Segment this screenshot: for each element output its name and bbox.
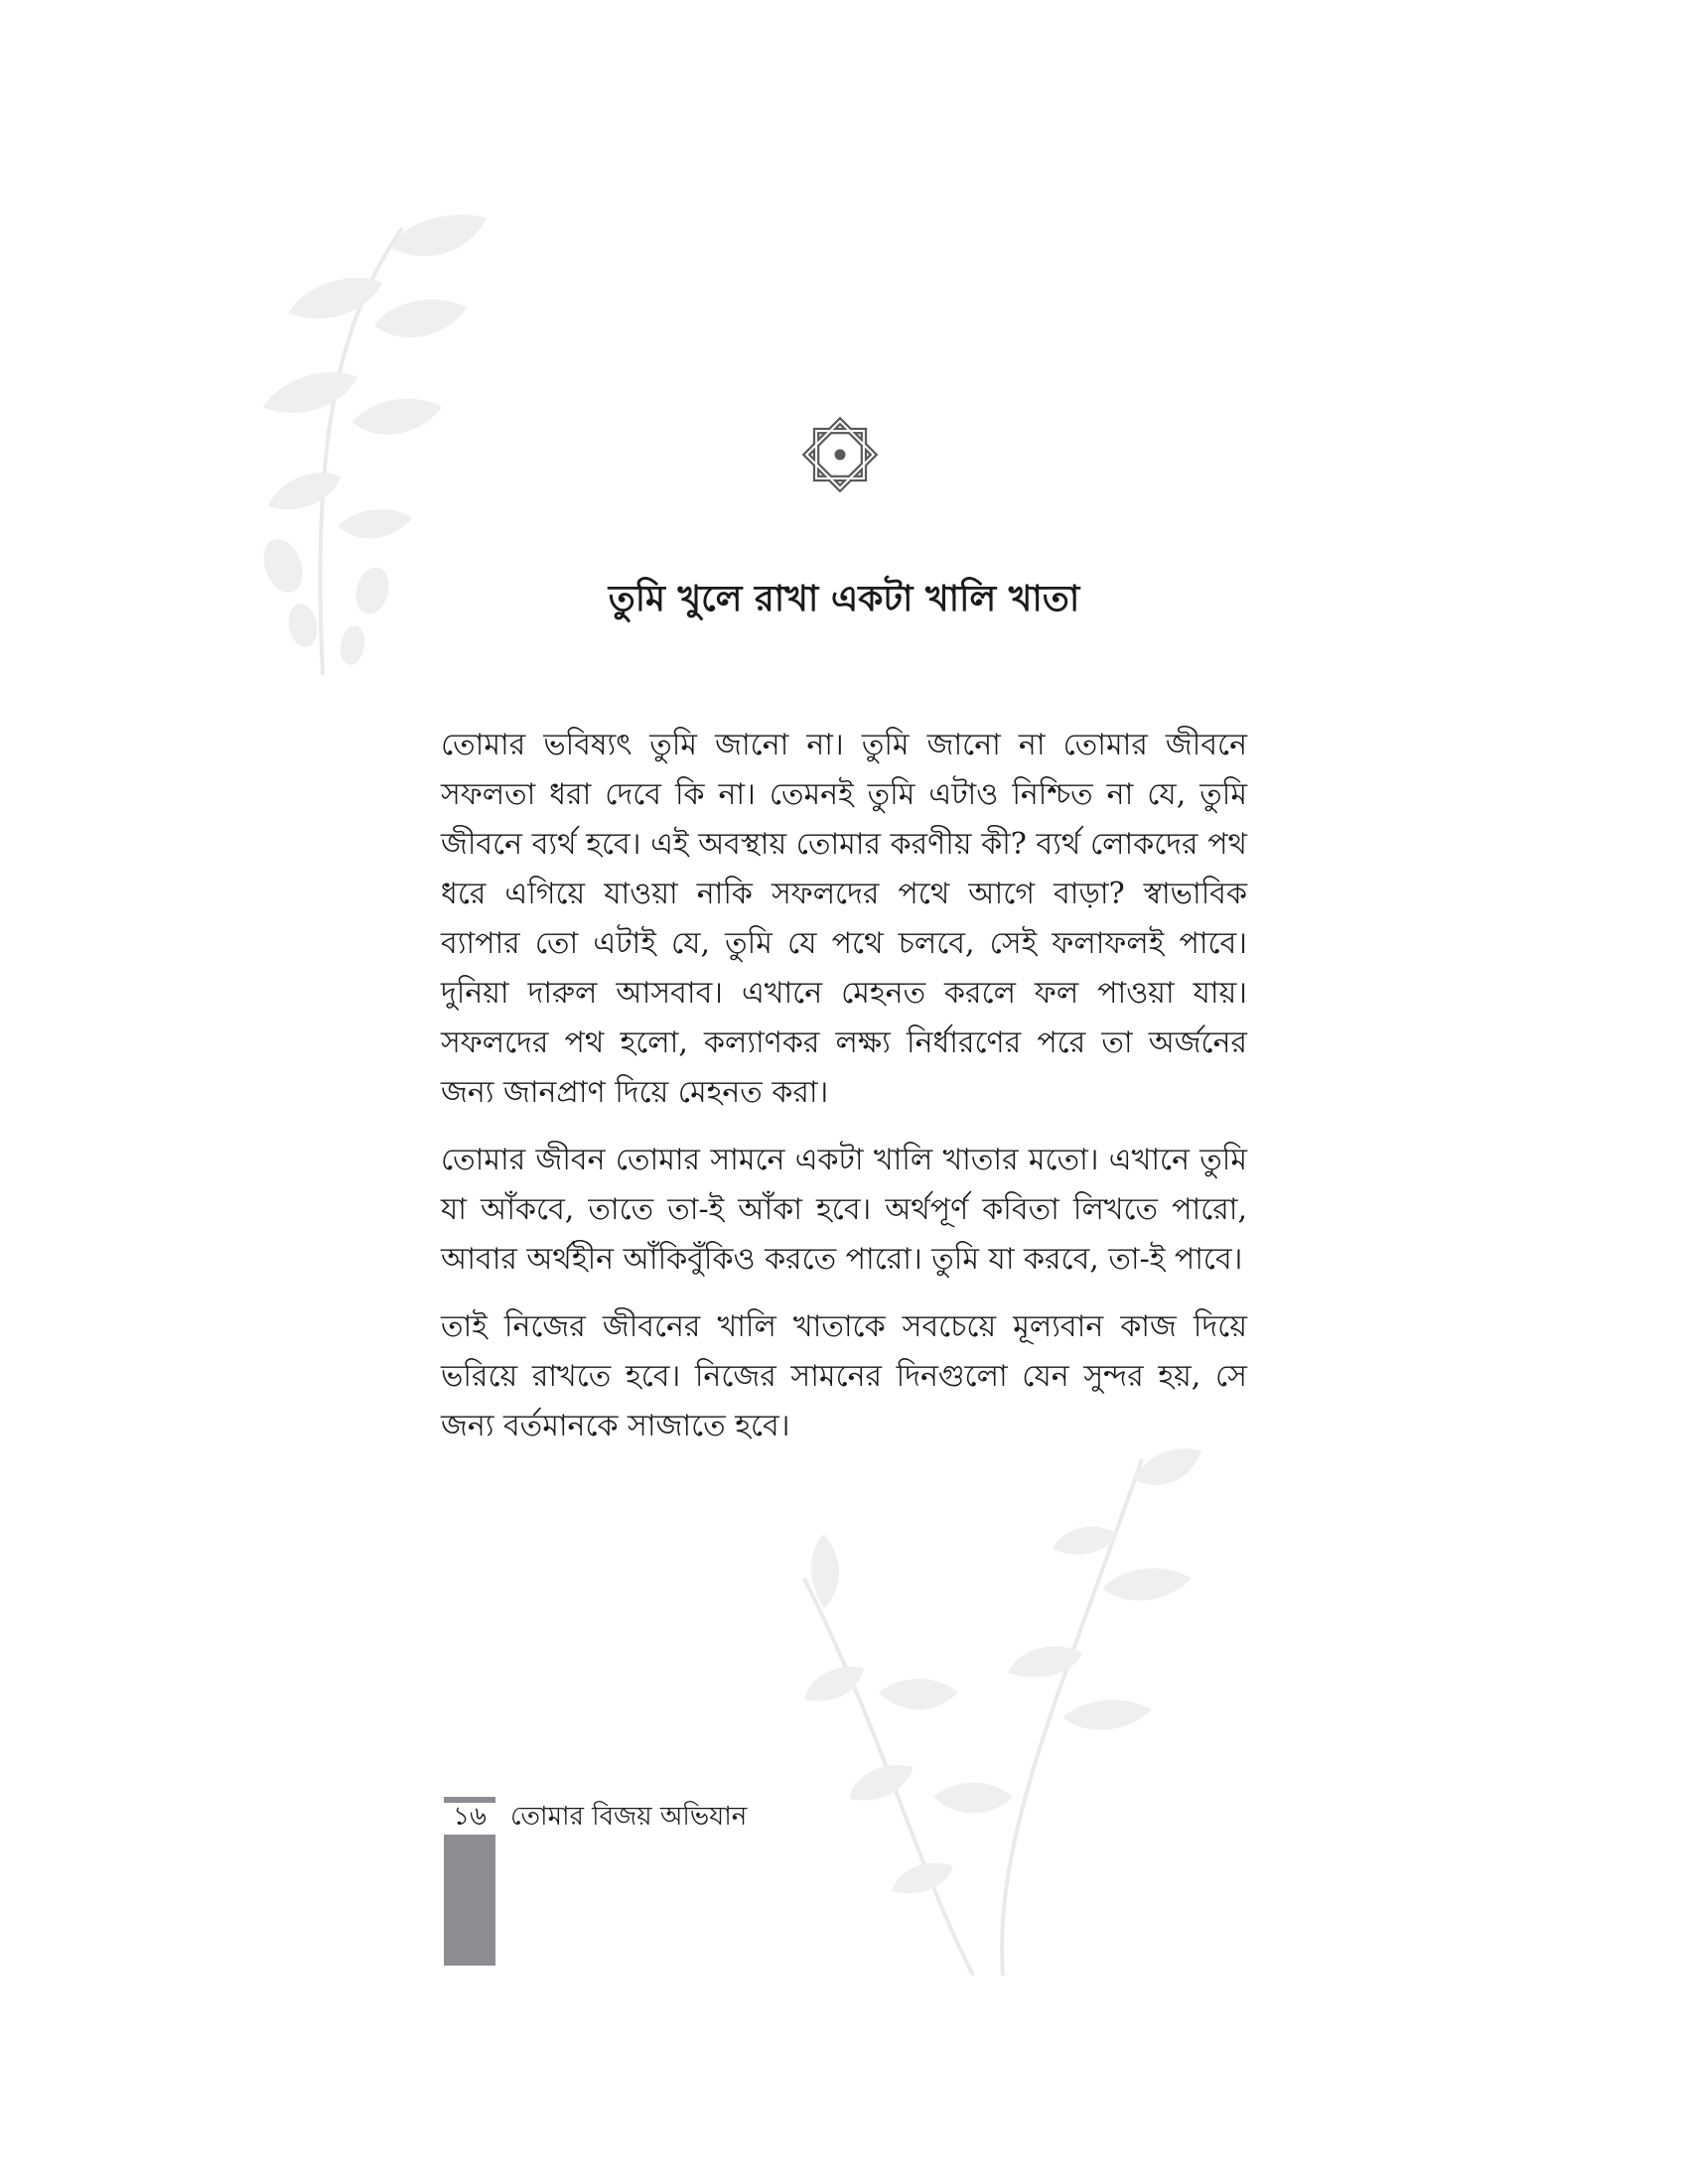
page-number: ১৬ [453, 1802, 487, 1832]
paragraph-3: তাই নিজের জীবনের খালি খাতাকে সবচেয়ে মূল্যবান কাজ দিয়ে ভরিয়ে রাখতে হবে। নিজের সামনের দিনগুলো যেন সুন্দর হয়, সে জন্য বর্তমানকে সাজাতে হবে। [441, 1309, 1247, 1443]
folio-tab [444, 1835, 495, 1966]
paragraph-1: তোমার ভবিষ্যৎ তুমি জানো না। তুমি জানো না তোমার জীবনে সফলতা ধরা দেবে কি না। তেমনই তুমি এটাও নিশ্চিত না যে, তুমি জীবনে ব্যর্থ হবে। এই অবস্থায় তোমার করণীয় কী? ব্যর্থ লোকদের পথ ধরে এগিয়ে যাওয়া নাকি সফলদের পথে আগে বাড়া? স্বাভাবিক ব্যাপার তো এটাই যে, তুমি যে পথে চলবে, সেই ফলাফলই পাবে। দুনিয়া দারুল আসবাব। এখানে মেহনত করলে ফল পাওয়া যায়। সফলদের পথ হলো, কল্যাণকর লক্ষ্য নির্ধারণের পরে তা অর্জনের জন্য জানপ্রাণ দিয়ে মেহনত করা। [441, 728, 1247, 1110]
chapter-title: তুমি খুলে রাখা একটা খালি খাতা [608, 579, 1080, 619]
body-text [441, 721, 1247, 1469]
running-title: তোমার বিজয় অভিযান [510, 1802, 748, 1832]
paragraph-2: তোমার জীবন তোমার সামনে একটা খালি খাতার মতো। এখানে তুমি যা আঁকবে, তাতে তা-ই আঁকা হবে। অর্থপূর্ণ কবিতা লিখতে পারো, আবার অর্থহীন আঁকিবুঁকিও করতে পারো। তুমি যা করবে, তা-ই পাবে। [441, 1143, 1247, 1277]
leaf-branch-bottom-decoration [765, 1439, 1241, 1976]
octagonal-knot-ornament-icon [794, 409, 886, 500]
